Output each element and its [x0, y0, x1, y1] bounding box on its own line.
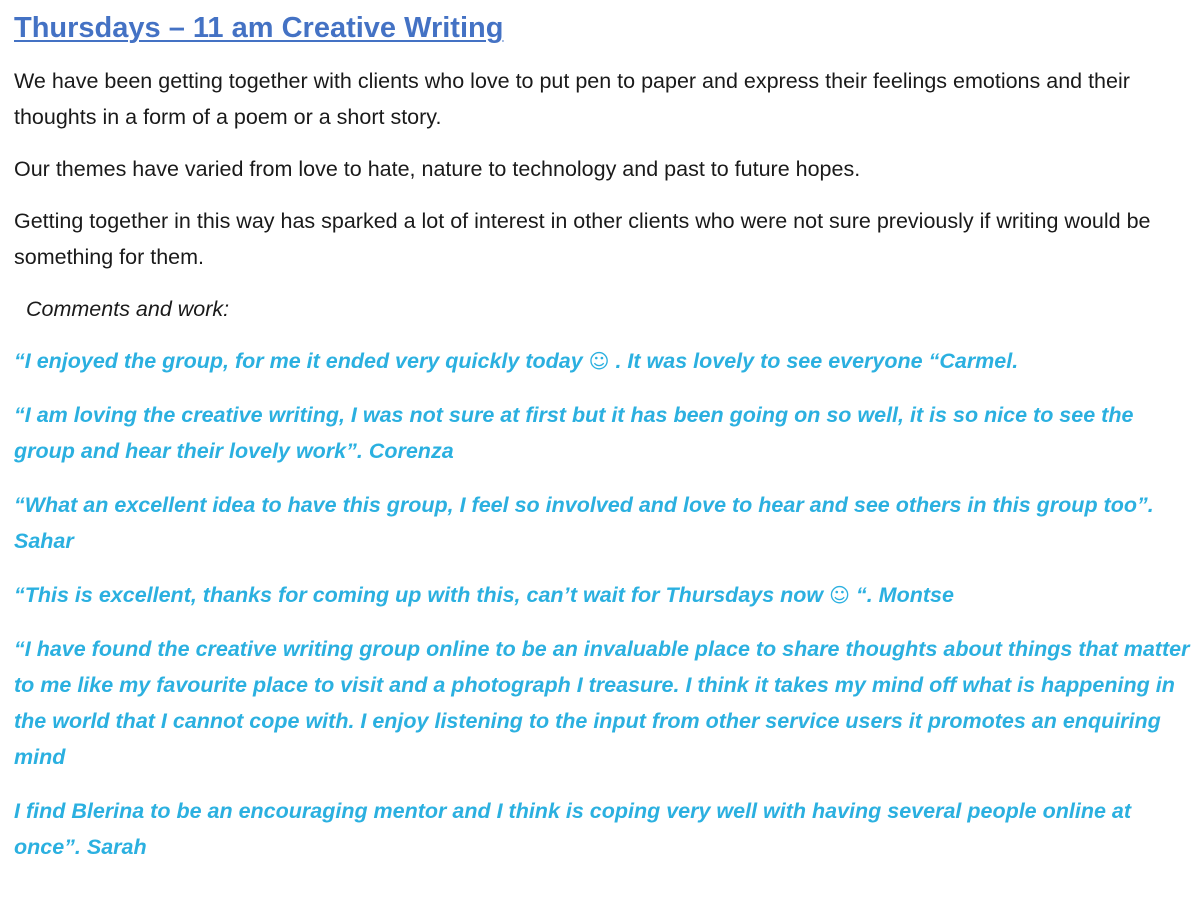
comment-text: . It was lovely to see everyone “Carmel.: [609, 349, 1019, 373]
comment-sarah-part-2: I find Blerina to be an encouraging mentor and I think is coping very well with having several people online at once”. Sarah: [14, 799, 1132, 859]
interest-paragraph: Getting together in this way has sparked a lot of interest in other clients who were not sure previously if writing would be something for them.: [14, 209, 1151, 269]
comment-text: “I enjoyed the group, for me it ended very quickly today: [14, 349, 589, 373]
comment-sarah-part-1: “I have found the creative writing group online to be an invaluable place to share thoughts about things that matter to me like my favourite place to visit and a photograph I treasure. I think it takes my mind off what is happening in the world that I cannot cope with. I enjoy listening to the input from other service users it promotes an enquiring mind: [14, 637, 1190, 769]
smiley-icon: ☺: [588, 349, 610, 373]
comment-montse: [14, 577, 1192, 613]
smiley-icon: ☺: [829, 583, 850, 607]
comment-sahar: “What an excellent idea to have this group, I feel so involved and love to hear and see others in this group too”. Sahar: [14, 493, 1154, 553]
themes-paragraph: Our themes have varied from love to hate, nature to technology and past to future hopes.: [14, 157, 861, 181]
comment-text: “This is excellent, thanks for coming up with this, can’t wait for Thursdays now: [14, 583, 830, 607]
document-page: [14, 8, 1192, 883]
page-title: Thursdays – 11 am Creative Writing: [14, 12, 504, 44]
comments-label: Comments and work:: [26, 297, 230, 321]
comment-text: “. Montse: [849, 583, 954, 607]
comment-corenza: “I am loving the creative writing, I was not sure at first but it has been going on so well, it is so nice to see the group and hear their lovely work”. Corenza: [14, 403, 1134, 463]
comment-carmel: [14, 343, 1192, 379]
intro-paragraph: We have been getting together with clients who love to put pen to paper and express their feelings emotions and their thoughts in a form of a poem or a short story.: [14, 69, 1130, 129]
